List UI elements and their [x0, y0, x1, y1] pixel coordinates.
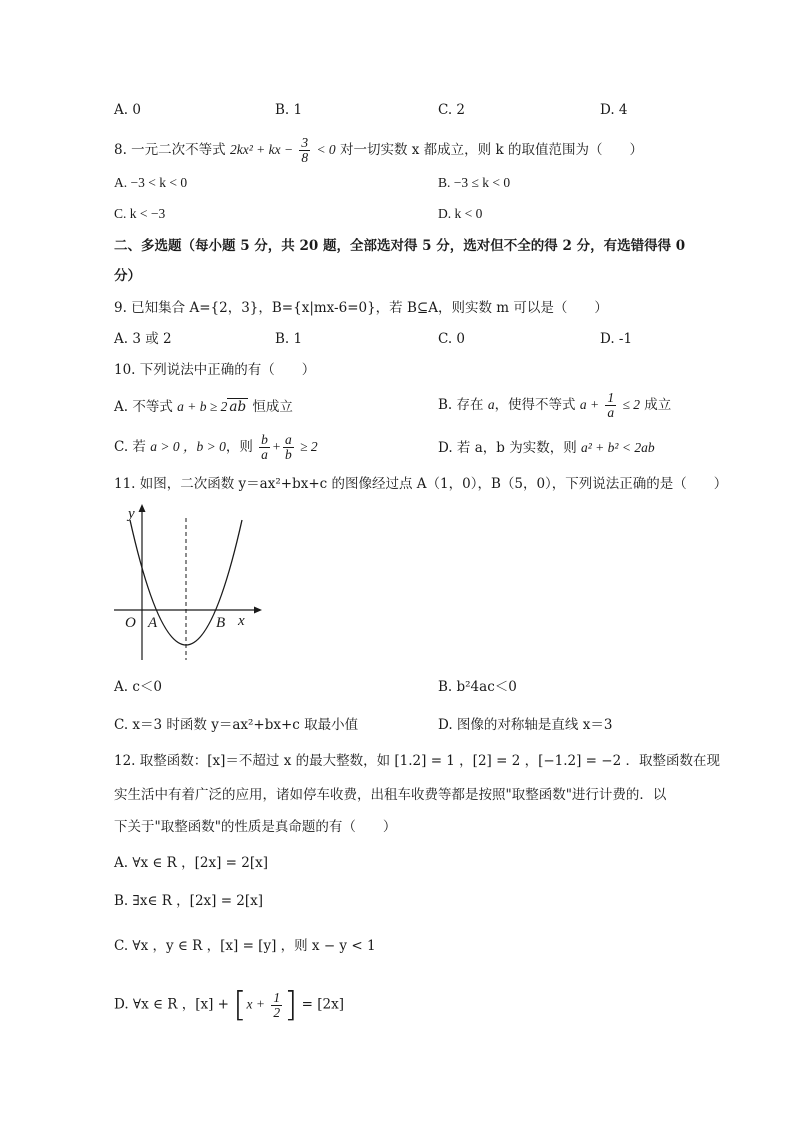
- q10-c-plus: +: [271, 439, 282, 454]
- q8-fraction: [299, 136, 310, 165]
- q8-option-b: B. −3 ≤ k < 0: [438, 175, 511, 190]
- q7-option-b: B. 1: [275, 102, 303, 118]
- q10-c-f2-num: a: [285, 432, 292, 447]
- q10-b-post: 成立: [644, 397, 672, 413]
- q10-b-var: a: [487, 397, 495, 412]
- q10-b-tail: ≤ 2: [622, 397, 640, 412]
- q10-a-label: A. 不等式: [114, 399, 173, 415]
- q11-option-d: D. 图像的对称轴是直线 x＝3: [438, 717, 613, 733]
- q8-option-d: D. k < 0: [438, 206, 483, 221]
- q12-d-frac-den: 2: [273, 1004, 281, 1020]
- q10-b-mid: ，使得不等式: [494, 397, 576, 413]
- q7-option-d: D. 4: [600, 102, 628, 118]
- y-axis-arrow: [139, 504, 146, 512]
- q9-option-b: B. 1: [275, 331, 303, 347]
- q7-option-a: A. 0: [114, 102, 141, 118]
- q12-d-inner: x +: [246, 996, 266, 1012]
- q10-b-math: a +: [579, 397, 600, 412]
- q12-line3: 下关于"取整函数"的性质是真命题的有（ ）: [114, 819, 397, 835]
- q11-option-b: B. b²4ac＜0: [438, 679, 517, 695]
- q8-prefix: 8. 一元二次不等式: [114, 142, 226, 158]
- q11-parabola-figure: [110, 500, 270, 670]
- q10-option-d: [438, 438, 655, 458]
- q10-c-cond: a > 0 ，b > 0: [150, 439, 226, 454]
- q10-c-f1-num: b: [261, 432, 268, 447]
- section2-heading-line1: 二、多选题（每小题 5 分，共 20 题，全部选对得 5 分，选对但不全的得 2 分，有选错得得 0: [114, 238, 686, 254]
- q11-option-a: A. c＜0: [114, 679, 162, 695]
- q10-b-frac-den: a: [607, 405, 615, 420]
- x-axis-arrow: [254, 607, 262, 614]
- q10-d-math: a² + b² < 2ab: [581, 440, 655, 455]
- q10-option-c: [114, 433, 318, 462]
- q12-d-left-bracket: [: [233, 985, 247, 1025]
- q12-d-pre: D. ∀x ∈ R ，[x] +: [114, 996, 229, 1013]
- q10-option-b: [438, 391, 671, 420]
- q12-option-a: A. ∀x ∈ R ，[2x] = 2[x]: [114, 855, 268, 871]
- q10-b-label: B. 存在: [438, 397, 484, 413]
- q8-option-c: C. k < −3: [114, 206, 166, 221]
- q12-option-c: C. ∀x ，y ∈ R ，[x] = [y] ，则 x − y < 1: [114, 938, 376, 954]
- q10-option-a: [114, 397, 293, 417]
- q8-frac-num: 3: [301, 135, 309, 150]
- q10-b-frac-num: 1: [607, 390, 615, 405]
- q12-d-post: = [2x]: [301, 996, 344, 1013]
- section2-heading-line2: 分）: [114, 268, 141, 284]
- x-label: x: [238, 613, 245, 629]
- q8-inequality-right: < 0: [316, 142, 336, 157]
- q12-line1: 12. 取整函数：[x]＝不超过 x 的最大整数，如 [1.2] = 1 ，[2] = 2 ，[−1.2] = −2 ．取整函数在现: [114, 753, 720, 769]
- q11-stem: 11. 如图，二次函数 y＝ax²+bx+c 的图像经过点 A（1，0），B（5，0），下列说法正确的是（ ）: [114, 476, 728, 492]
- q10-c-f1-den: a: [261, 447, 268, 462]
- q12-d-right-bracket: ]: [284, 985, 298, 1025]
- q10-d-label: D. 若 a，b 为实数，则: [438, 440, 577, 456]
- q11-option-c: C. x＝3 时函数 y＝ax²+bx+c 取最小值: [114, 717, 359, 733]
- origin-label: O: [125, 615, 136, 631]
- q7-option-c: C. 2: [438, 102, 466, 118]
- q10-c-tail: ≥ 2: [300, 439, 318, 454]
- q9-option-a: A. 3 或 2: [114, 331, 172, 347]
- q8-inequality-left: 2kx² + kx −: [229, 142, 294, 157]
- y-label: y: [128, 506, 135, 522]
- q9-stem: 9. 已知集合 A={2，3}，B={x|mx-6=0}，若 B⊆A，则实数 m 可以是（ ）: [114, 300, 608, 316]
- q12-option-b: B. ∃x∈ R ，[2x] = 2[x]: [114, 893, 264, 909]
- q10-c-then: ，则: [225, 439, 253, 455]
- q12-d-frac-num: 1: [273, 989, 281, 1005]
- q8-option-a: A. −3 < k < 0: [114, 175, 188, 190]
- q12-option-d: [114, 985, 344, 1025]
- q10-c-fraction-2: [283, 433, 294, 462]
- q10-c-label: C. 若: [114, 439, 146, 455]
- q10-a-sqrt: ab: [229, 399, 247, 415]
- point-a-label: A: [148, 615, 158, 631]
- q10-c-f2-den: b: [285, 447, 292, 462]
- q10-a-math: a + b ≥ 2: [177, 399, 228, 414]
- point-b-label: B: [216, 615, 226, 631]
- q12-line2: 实生活中有着广泛的应用，诸如停车收费，出租车收费等都是按照"取整函数"进行计费的．以: [114, 787, 667, 803]
- q10-stem: 10. 下列说法中正确的有（ ）: [114, 362, 316, 378]
- q10-a-post: 恒成立: [252, 399, 293, 415]
- q10-b-fraction: [605, 391, 616, 420]
- q9-option-d: D. -1: [600, 331, 633, 347]
- q10-c-fraction-1: [259, 433, 270, 462]
- q12-d-fraction: [271, 991, 282, 1020]
- q9-option-c: C. 0: [438, 331, 466, 347]
- q8-stem: [114, 136, 643, 165]
- q8-frac-den: 8: [301, 150, 309, 165]
- q8-suffix: 对一切实数 x 都成立，则 k 的取值范围为（ ）: [339, 142, 643, 158]
